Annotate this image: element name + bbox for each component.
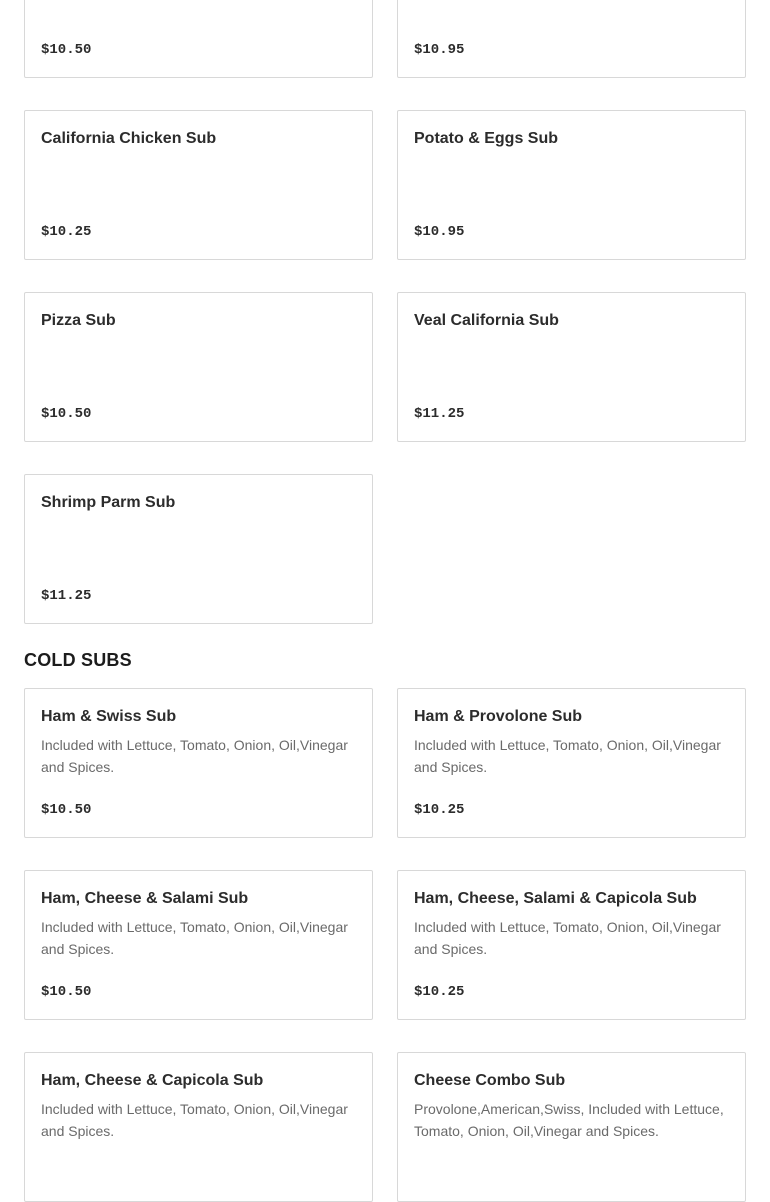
menu-item-name: Veal California Sub xyxy=(414,312,559,329)
menu-item-price: $10.50 xyxy=(41,42,92,58)
menu-item-card[interactable] xyxy=(397,688,746,838)
menu-item-card[interactable] xyxy=(24,292,373,442)
menu-item-name: Ham, Cheese & Salami Sub xyxy=(41,890,249,907)
menu-item-price: $11.25 xyxy=(41,588,92,604)
menu-item-card[interactable] xyxy=(24,688,373,838)
menu-item-card[interactable] xyxy=(397,0,746,78)
menu-item-description: Included with Lettuce, Tomato, Onion, Oil,Vinegar and Spices. xyxy=(41,1101,348,1139)
menu-item-name: Cheese Combo Sub xyxy=(414,1072,566,1089)
menu-item-name: California Chicken Sub xyxy=(41,130,217,147)
menu-item-price: $10.95 xyxy=(414,42,465,58)
menu-item-card[interactable] xyxy=(397,870,746,1020)
menu-item-name: Ham & Provolone Sub xyxy=(414,708,583,725)
menu-item-card[interactable] xyxy=(24,0,373,78)
menu-item-price: $10.25 xyxy=(414,802,465,818)
menu-item-description: Provolone,American,Swiss, Included with Lettuce, Tomato, Onion, Oil,Vinegar and Spices. xyxy=(414,1101,724,1139)
menu-item-description: Included with Lettuce, Tomato, Onion, Oil,Vinegar and Spices. xyxy=(414,737,721,775)
menu-item-name: Shrimp Parm Sub xyxy=(41,494,176,511)
menu-item-description: Included with Lettuce, Tomato, Onion, Oil,Vinegar and Spices. xyxy=(41,737,348,775)
menu-item-price: $10.50 xyxy=(41,406,92,422)
menu-item-price: $10.25 xyxy=(41,224,92,240)
menu-item-card[interactable] xyxy=(397,110,746,260)
menu-item-name: Ham & Swiss Sub xyxy=(41,708,177,725)
menu-item-name: Potato & Eggs Sub xyxy=(414,130,558,147)
menu-item-price: $10.25 xyxy=(414,984,465,1000)
menu-item-card[interactable] xyxy=(397,292,746,442)
menu-item-name: Ham, Cheese & Capicola Sub xyxy=(41,1072,264,1089)
menu-item-card[interactable] xyxy=(24,110,373,260)
menu-item-name: Pizza Sub xyxy=(41,312,116,329)
menu-item-card[interactable] xyxy=(397,1052,746,1202)
menu-item-description: Included with Lettuce, Tomato, Onion, Oil,Vinegar and Spices. xyxy=(41,919,348,957)
menu-item-card[interactable] xyxy=(24,474,373,624)
menu-item-price: $10.50 xyxy=(41,802,92,818)
section-title-cold-subs: COLD SUBS xyxy=(24,650,132,670)
menu-item-price: $10.95 xyxy=(414,224,465,240)
menu-item-price: $10.50 xyxy=(41,984,92,1000)
menu-item-name: Ham, Cheese, Salami & Capicola Sub xyxy=(414,890,697,907)
menu-item-description: Included with Lettuce, Tomato, Onion, Oil,Vinegar and Spices. xyxy=(414,919,721,957)
menu-item-card[interactable] xyxy=(24,870,373,1020)
menu-item-card[interactable] xyxy=(24,1052,373,1202)
menu-item-price: $11.25 xyxy=(414,406,465,422)
